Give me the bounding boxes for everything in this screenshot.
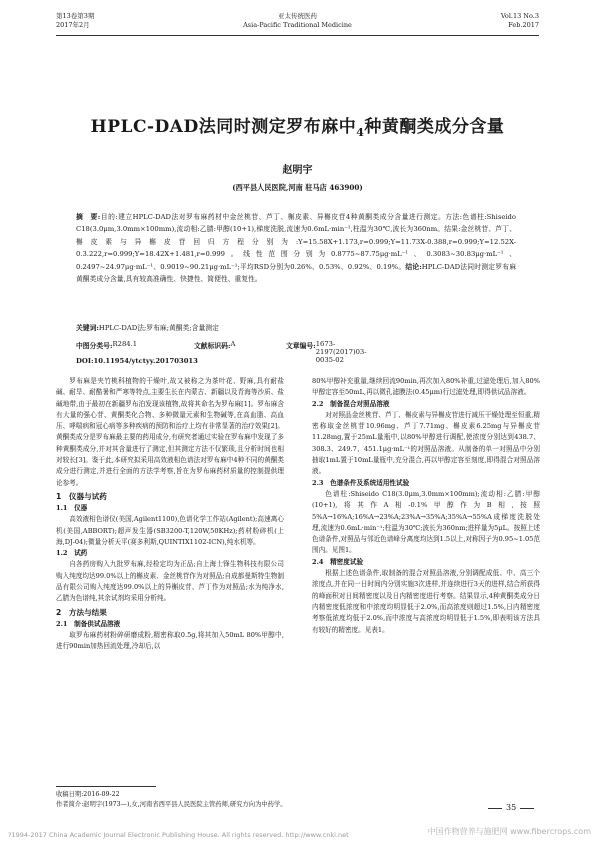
subsection-heading: 2.2 制备混合对照品溶液 (312, 399, 390, 408)
body-column-left (56, 376, 284, 653)
subsection-heading: 2.1 制备供试品溶液 (56, 619, 121, 628)
article-number: 文章编号: 1673-2197(2017)03-0035-02 (286, 340, 367, 364)
abstract (76, 211, 516, 285)
running-header (56, 10, 539, 34)
paragraph: 取罗布麻药材粉碎研磨成粉,精密称取0.5g,将其加入50mL 80%甲醇中,进行90min加热回流处理,冷却后,以 (56, 630, 284, 651)
header-issue: 第13卷第3期 2017年2月 (56, 12, 95, 29)
abstract-label: 摘 要: (76, 213, 101, 221)
abstract-text: 目的:建立HPLC-DAD法对罗布麻药材中金丝桃苷、芦丁、槲皮素、异槲皮苷4种黄酮类成分含量进行测定。方法:色谱柱:Shiseido C18(3.0μm,3.0mm×100mm),流动相:乙腈:甲醇(10+1),梯度洗脱,流速为0.6mL·min⁻¹,柱温为30℃,波长为360nm。结果:金丝桃苷、芦丁、槲皮素与异槲皮苷回归方程分别为:Y=15.58X+1.173,r=0.999;Y=11.73X-0.388,r=0.999;Y=12.52X-0.3.222,r=0.999;Y=18.42X+1.481,r=0.999。线性范围分别为0.8775~87.75μg·mL⁻¹、0.3083~30.83μg·mL⁻¹、0.2497~24.97μg·mL⁻¹、0.9019~90.21μg·mL⁻¹;平均RSD分别为0.26%、0.53%、0.92%、0.19%。 (76, 213, 516, 271)
subsection-heading: 2.3 色谱条件及系统适用性试验 (312, 478, 410, 487)
header-volume: Vol.13 No.3 Feb.2017 (500, 12, 539, 29)
footnote (56, 790, 476, 809)
paragraph: 自各药房购入九批罗布麻,经检定均为正品;自上海士锋生物科技有限公司购入纯度均达99.0%以上的槲皮素、金丝桃苷作为对照品;自成都曼斯特生物制品有限公司购入纯度达99.0%以上的异槲皮苷、芦丁作为对照品;水为纯净水,乙腈为色谱纯,其余试剂均采用分析纯。 (56, 560, 284, 603)
paragraph: 对对照品金丝桃苷、芦丁、槲皮素与异槲皮苷进行减压干燥处理至恒重,精密称取金丝桃苷10.96mg、芦丁7.71mg、槲皮素6.25mg与异槲皮苷11.28mg,置于25mL量瓶中,以80%甲醇进行调配,使浓度分别达到438.7、308.3、249.7、451.1μg·mL⁻¹的对照品溶液。从制备的单一对照品中分别抽取1mL置于10mL量瓶中,充分混合,再以甲醇定容至刻度,即得混合对照品溶液。 (312, 410, 540, 476)
doc-code: 文献标识码: A (194, 340, 236, 350)
conclusion-label: 结论: (405, 262, 422, 271)
author-name: 赵明宇 (282, 165, 313, 176)
header-rule (56, 35, 539, 36)
paragraph: 高效液相色谱仪(美国,Agilent1100),色谱化学工作站(Agilent);高速离心机(美国,ABBORT);超声发生器(SB3200-T,120W,50KHz);药材粉碎机(上海,DJ-04);微量分析天平(赛多利斯,QUINTIX1102-ICN),纯水机等。 (56, 515, 284, 546)
copyright-line: ?1994-2017 China Academic Journal Electronic Publishing House. All rights reserved. http://www.cnki.net (8, 831, 349, 839)
footnote-rule (56, 786, 156, 787)
paragraph: 色谱柱:Shiseido C18(3.0μm,3.0mm×100mm);流动相:乙腈:甲醇(10+1),将其作A相-0.1%甲醇作为B相,按照5%A→16%A;16%A→23%A;23%A→35%A;35%A→55%A成梯度洗脱处理,流速为0.6mL·min⁻¹;柱温为30℃;波长为360nm;进样量为5μL。按照上述色谱条件,对照品与邻近色谱峰分离度均达到1.5以上,对称因子为0.95~1.05范围内。见图1。 (312, 489, 540, 555)
section-heading: 2 方法与结果 (56, 607, 107, 617)
subsection-heading: 2.4 精密度试验 (312, 557, 364, 566)
author-bio: 作者简介:赵明宇(1973—),女,河南省西平县人民医院主管药师,研究方向为中药学。 (56, 800, 287, 808)
clc: 中图分类号: R284.1 (76, 340, 138, 350)
article-title: HPLC-DAD法同时测定罗布麻中$_4$种黄酮类成分含量 (90, 117, 505, 139)
subsection-heading: 1.1 仪器 (56, 503, 88, 512)
author-affiliation: (西平县人民医院,河南 驻马店 463900) (232, 183, 363, 192)
received-date: 收稿日期:2016-09-22 (56, 791, 120, 798)
subsection-heading: 1.2 试药 (56, 549, 88, 558)
watermark: 中国作物营养与施肥网 www.fibercrops.com (427, 827, 591, 836)
paragraph: 80%甲醇补充重量,继续回流90min,再次加入80%补重,过滤处理后,加入80%甲醇定容至50mL,再以微孔滤膜法(0.45μm)行过滤处理,即得供试品溶液。 (312, 377, 540, 397)
body-column-right (312, 376, 540, 636)
header-journal: 亚太传统医药 Asia-Pacific Traditional Medicine (243, 12, 352, 29)
conclusion-text: HPLC-DAD法同时测定罗布麻黄酮类成分含量,具有较高准确性、快捷性、简便性、重复性。 (76, 262, 516, 284)
intro-paragraph: 罗布麻是夹竹桃科植物的干燥叶,故又被称之为茶叶花、野麻,具有耐盐碱、耐旱、耐酷暑和严寒等特点,主要生长在内蒙古、新疆以及青海等沙质、盐碱地带,由于最初在新疆罗布泊发现该植物,故将其命名为罗布麻[1]。罗布麻含有大量的强心苷、黄酮类化合物、多种微量元素和生物碱等,在高血脂、高血压、哮喘病和冠心病等多种疾病的预防和治疗上均有非常显著的治疗效果[2]。黄酮类成分是罗布麻最主要的药用成分,有研究者通过实验在罗布麻中发现了多种黄酮类成分,并对其含量进行了测定,但其测定方法不仅繁琐,且分析时间也相对较长[3]。鉴于此,本研究拟采用高效液相色谱法对罗布麻中4种不同的黄酮类成分进行测定,并进行全面的方法学考察,旨在为罗布麻药材质量的控制提供理论参考。 (56, 377, 284, 487)
keywords: 关键词:HPLC-DAD法;罗布麻;黄酮类;含量测定 (76, 324, 219, 332)
doi: DOI:10.11954/ytctyy.201703013 (76, 357, 198, 365)
paragraph: 根据上述色谱条件,取制备的混合对照品溶液,分别调配成低、中、高三个浓度点,并在同一日时间内分别实施3次进样,并连续进行3天的进样,结合所获得的峰面积对日间精密度以及日内精密度进行考察。结果显示,4种黄酮类成分日内精密度低浓度和中浓度均明显低于2.0%,而高浓度则超过1.5%,日内精密度考察低浓度均低于2.0%,而中浓度与高浓度均明显低于1.5%,即表明该方法具有较好的精密度。见表1。 (312, 569, 540, 634)
section-heading: 1 仪器与试药 (56, 491, 107, 501)
page-number: 35 (484, 803, 538, 812)
